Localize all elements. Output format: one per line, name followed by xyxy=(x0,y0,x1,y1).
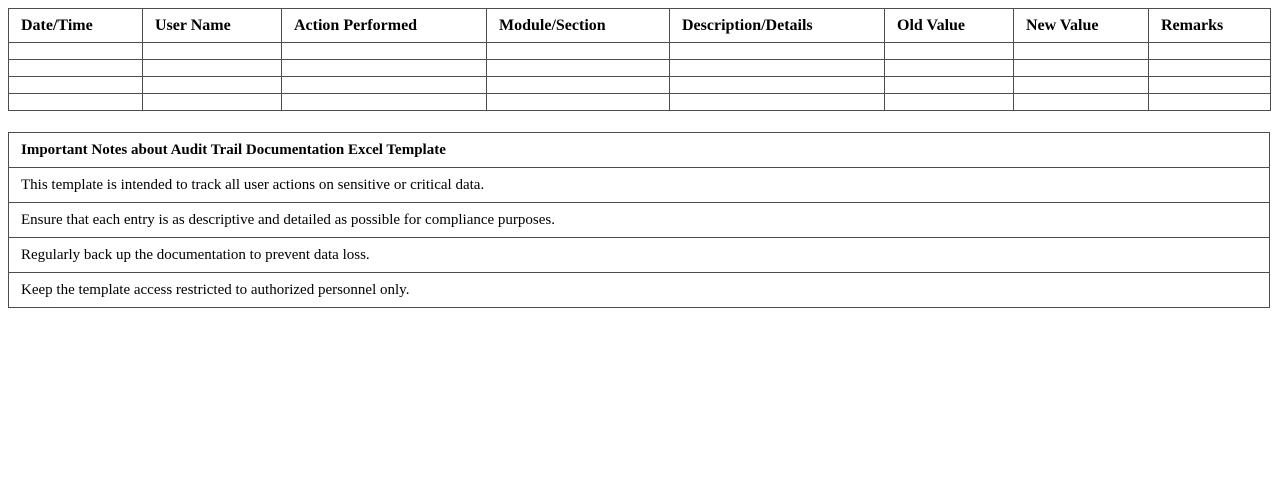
table-cell[interactable] xyxy=(143,60,282,77)
table-cell[interactable] xyxy=(670,43,885,60)
table-cell[interactable] xyxy=(670,94,885,111)
table-cell[interactable] xyxy=(1149,60,1271,77)
note-row xyxy=(9,168,1270,203)
table-cell[interactable] xyxy=(9,60,143,77)
table-cell[interactable] xyxy=(487,77,670,94)
note-item: Ensure that each entry is as descriptive and detailed as possible for compliance purposes. xyxy=(9,203,1270,238)
table-cell[interactable] xyxy=(282,77,487,94)
header-module-section: Module/Section xyxy=(487,9,670,43)
note-row xyxy=(9,238,1270,273)
note-row xyxy=(9,273,1270,308)
table-cell[interactable] xyxy=(143,43,282,60)
table-header-row xyxy=(9,9,1271,43)
table-cell[interactable] xyxy=(282,43,487,60)
table-cell[interactable] xyxy=(885,60,1014,77)
table-cell[interactable] xyxy=(885,43,1014,60)
header-description-details: Description/Details xyxy=(670,9,885,43)
table-row xyxy=(9,43,1271,60)
table-cell[interactable] xyxy=(9,94,143,111)
table-cell[interactable] xyxy=(9,43,143,60)
table-cell[interactable] xyxy=(143,77,282,94)
table-cell[interactable] xyxy=(1149,94,1271,111)
table-cell[interactable] xyxy=(487,94,670,111)
table-cell[interactable] xyxy=(1149,77,1271,94)
header-action-performed: Action Performed xyxy=(282,9,487,43)
note-row xyxy=(9,203,1270,238)
header-new-value: New Value xyxy=(1014,9,1149,43)
table-cell[interactable] xyxy=(487,60,670,77)
table-cell[interactable] xyxy=(1149,43,1271,60)
note-item: Keep the template access restricted to authorized personnel only. xyxy=(9,273,1270,308)
notes-title: Important Notes about Audit Trail Documentation Excel Template xyxy=(9,133,1270,168)
audit-trail-table xyxy=(8,8,1271,111)
table-cell[interactable] xyxy=(670,60,885,77)
table-cell[interactable] xyxy=(143,94,282,111)
table-cell[interactable] xyxy=(282,60,487,77)
table-row xyxy=(9,77,1271,94)
note-item: Regularly back up the documentation to prevent data loss. xyxy=(9,238,1270,273)
table-cell[interactable] xyxy=(1014,94,1149,111)
note-item: This template is intended to track all user actions on sensitive or critical data. xyxy=(9,168,1270,203)
table-row xyxy=(9,94,1271,111)
header-old-value: Old Value xyxy=(885,9,1014,43)
header-date-time: Date/Time xyxy=(9,9,143,43)
table-cell[interactable] xyxy=(9,77,143,94)
table-cell[interactable] xyxy=(1014,43,1149,60)
table-cell[interactable] xyxy=(670,77,885,94)
table-cell[interactable] xyxy=(885,77,1014,94)
important-notes-table xyxy=(8,132,1270,308)
table-cell[interactable] xyxy=(885,94,1014,111)
table-cell[interactable] xyxy=(1014,60,1149,77)
table-cell[interactable] xyxy=(282,94,487,111)
header-remarks: Remarks xyxy=(1149,9,1271,43)
table-cell[interactable] xyxy=(487,43,670,60)
table-row xyxy=(9,60,1271,77)
table-cell[interactable] xyxy=(1014,77,1149,94)
header-user-name: User Name xyxy=(143,9,282,43)
notes-title-row xyxy=(9,133,1270,168)
